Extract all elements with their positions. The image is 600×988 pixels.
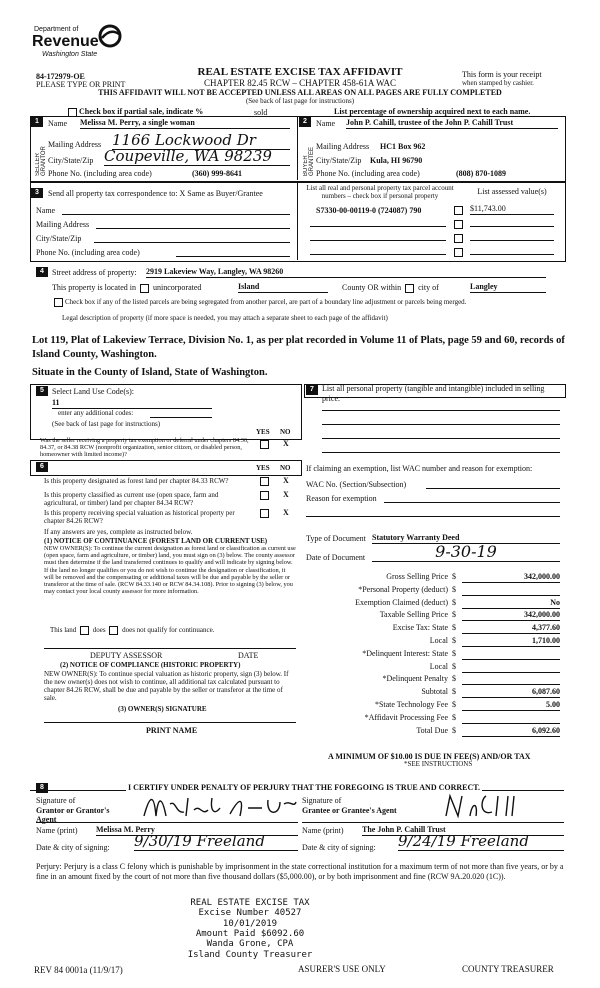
legal-description: Lot 119, Plat of Lakeview Terrace, Division No. 1, as per plat recorded in Volume 11 of Plats, page 59 and 60, records of Island County, Washington.	[32, 335, 565, 360]
grantor-sig-label	[36, 796, 116, 825]
continuance-title: (1) NOTICE OF CONTINUANCE (FOREST LAND OR CURRENT USE)	[44, 537, 268, 545]
tax-row-value: 342,000.00	[462, 572, 560, 583]
additional-codes-label: enter any additional codes:	[58, 409, 134, 417]
continuance-text: NEW OWNER(S): To continue the current designation as forest land or classification as current use (open space, farm and agriculture, or timber) land, you must sign on (3) below. The county assessor must then determine if the land transferred continues to qualify and will indicate by signing below. If the land no longer qualifies or you do not wish to continue the designation or classification, it will be removed and the compensating or additional taxes will be due and payable by the seller or transferor at the time of sale. (RCW 84.33.140 or RCW 84.34.108). Prior to signing (3) below, you may contact your local county assessor for more information.	[44, 545, 296, 596]
corr-city-label: City/State/Zip	[36, 234, 82, 243]
print-name-label: PRINT NAME	[146, 726, 198, 735]
this-land-row	[50, 626, 214, 635]
seller-city-label: City/State/Zip	[48, 156, 94, 165]
doc-date: 9-30-19	[372, 542, 560, 562]
stamp-line6: Island County Treasurer	[187, 949, 313, 960]
s5-no: NO	[280, 428, 291, 436]
historic-answer: X	[283, 508, 289, 517]
tax-row-label: *Delinquent Interest: State	[362, 648, 448, 658]
grantor-date-city: 9/30/19 Freeland	[134, 832, 298, 851]
seller-addr-label: Mailing Address	[48, 140, 102, 149]
dor-logo	[32, 22, 122, 64]
buyer-name: John P. Cahill, trustee of the John P. Cahill Trust	[346, 118, 558, 129]
rev-form-number: REV 84 0001a (11/9/17)	[34, 965, 123, 975]
tax-row-value: 342,000.00	[462, 610, 560, 621]
forest-answer: X	[283, 476, 289, 485]
located-label: This property is located in	[52, 283, 136, 292]
section-2-badge: 2	[299, 117, 311, 127]
personal-property-label: List all personal property (tangible and intangible) included in selling price.	[322, 384, 545, 403]
tax-row-currency: $	[452, 623, 456, 633]
pct-label: List percentage of ownership acquired next to each name.	[334, 107, 531, 116]
within-label: within	[380, 283, 402, 292]
grantor-signature	[140, 790, 300, 824]
forest-yes-checkbox[interactable]	[260, 477, 269, 486]
grantor-date-label: Date & city of signing:	[36, 843, 110, 852]
tax-row-currency: $	[452, 661, 456, 671]
personal-property-checkbox-2[interactable]	[454, 220, 463, 229]
seller-addr: 1166 Lockwood Dr	[112, 131, 290, 150]
grantee-sig-label-1: Signature of	[302, 796, 342, 805]
tax-row-currency: $	[452, 674, 456, 684]
stamp-line1: REAL ESTATE EXCISE TAX	[190, 898, 310, 908]
segregation-label: Check box if any of the listed parcels are being segregated from another parcel, are part of a boundary line adjustment or parcels being merged.	[65, 298, 467, 307]
county-or-row	[342, 283, 439, 293]
grantor-sig-label-2: Grantor or Grantor's Agent	[36, 805, 110, 825]
segregation-row	[52, 298, 562, 307]
grantee-date-city: 9/24/19 Freeland	[398, 832, 564, 851]
doc-date-label: Date of Document	[306, 553, 366, 562]
s6-no: NO	[280, 464, 291, 472]
wac-label: WAC No. (Section/Subsection)	[306, 480, 407, 489]
grantor-sig-label-1: Signature of	[36, 796, 76, 805]
grantee-signature	[440, 790, 530, 822]
within-city-checkbox[interactable]	[405, 284, 414, 293]
receipt-note2: when stamped by cashier.	[462, 79, 534, 87]
stamp-line2: Excise Number 40527	[198, 908, 302, 919]
grantor-print-name: Melissa M. Perry	[96, 825, 298, 836]
historic-text: NEW OWNER(S): To continue special valuation as historic property, sign (3) below. If the new owner(s) does not wish to continue, all additional tax calculated pursuant to chapter 84.26 RCW, shall be due and payable by the seller or transferor at the time of sale.	[44, 670, 289, 703]
sold-label: sold	[254, 108, 268, 117]
property-city: Langley	[470, 282, 546, 293]
county-name: Island	[238, 282, 328, 293]
logo-line3: Washington State	[42, 51, 98, 58]
receipt-note1: This form is your receipt	[462, 70, 542, 79]
form-id: 84-172979-OE	[36, 72, 85, 81]
current-use-question: Is this property classified as current use (open space, farm and agricultural, or timber) land per chapter 84.34 RCW?	[44, 491, 219, 508]
tax-row-value	[462, 713, 560, 724]
see-instructions: *SEE INSTRUCTIONS	[404, 760, 473, 768]
tax-row-label: *State Technology Fee	[374, 700, 448, 709]
s5-yes: YES	[256, 428, 270, 436]
legal-desc-label: Legal description of property (if more space is needed, you may attach a separate sheet to each page of the affidavit)	[62, 314, 388, 322]
county-treasurer-label: COUNTY TREASURER	[462, 964, 554, 974]
parcel-header	[300, 184, 460, 200]
city-of-label: city of	[418, 283, 439, 292]
seller-city: Coupeville, WA 98239	[104, 147, 290, 166]
buyer-addr-label: Mailing Address	[316, 142, 370, 151]
owner-signature-label: (3) OWNER(S) SIGNATURE	[118, 705, 207, 713]
tax-row-label: Gross Selling Price	[386, 572, 448, 581]
tax-row-currency: $	[452, 636, 456, 645]
seller-phone: (360) 999-8641	[192, 169, 242, 178]
form-warning: THIS AFFIDAVIT WILL NOT BE ACCEPTED UNLESS ALL AREAS ON ALL PAGES ARE FULLY COMPLETED	[98, 88, 502, 97]
does-not-checkbox[interactable]	[109, 626, 118, 635]
tax-row-currency: $	[452, 597, 456, 607]
parcel-number: S7330-00-00119-0 (724087) 790	[316, 206, 422, 215]
form-chapter: CHAPTER 82.45 RCW – CHAPTER 458-61A WAC	[204, 78, 396, 88]
minimum-due: A MINIMUM OF $10.00 IS DUE IN FEE(S) AND/OR TAX	[328, 752, 531, 761]
certify-statement: I CERTIFY UNDER PENALTY OF PERJURY THAT THE FOREGOING IS TRUE AND CORRECT.	[128, 783, 481, 792]
s6-yes: YES	[256, 464, 270, 472]
correspondence-label: Send all property tax correspondence to: X Same as Buyer/Grantee	[48, 189, 263, 198]
buyer-city: Kula, HI 96790	[370, 156, 423, 165]
land-use-see-back: (See back of last page for instructions)	[52, 420, 161, 428]
grantee-date-label: Date & city of signing:	[302, 843, 376, 852]
county-or-label: County OR	[342, 283, 379, 292]
tax-row-currency: $	[452, 610, 456, 620]
tax-row-value: 6,087.60	[462, 687, 560, 698]
claim-exemption-label: If claiming an exemption, list WAC number and reason for exemption:	[306, 464, 533, 473]
forest-question: Is this property designated as forest land per chapter 84.33 RCW?	[44, 477, 229, 485]
seller-name-label: Name	[48, 119, 68, 128]
section-1-badge: 1	[31, 117, 43, 127]
stamp-line4: Amount Paid $6092.60	[195, 929, 305, 940]
tax-row-label: *Delinquent Penalty	[382, 674, 448, 684]
tax-row-label: Local	[429, 661, 448, 671]
tax-row-value	[462, 649, 560, 660]
current-use-answer: X	[283, 490, 289, 499]
buyer-city-label: City/State/Zip	[316, 156, 362, 165]
street-label: Street address of property:	[52, 268, 137, 277]
personal-property-checkbox-4[interactable]	[454, 248, 463, 257]
assessed-header: List assessed value(s)	[477, 187, 547, 196]
tax-row-currency: $	[452, 725, 456, 735]
tax-row-label: *Affidavit Processing Fee	[364, 712, 448, 722]
stamp-line3: 10/01/2019	[222, 918, 278, 929]
assessed-value: $11,743.00	[470, 204, 554, 215]
exemption-answer: X	[283, 439, 289, 448]
tax-row-label: Exemption Claimed (deduct)	[355, 597, 448, 607]
corr-phone-label: Phone No. (including area code)	[36, 248, 140, 257]
tax-row-label: Total Due	[416, 725, 448, 735]
current-use-yes-checkbox[interactable]	[260, 491, 269, 500]
buyer-side-label: BUYER GRANTEE	[303, 146, 315, 176]
section-5-badge: 5	[36, 386, 48, 396]
tax-row-value: 4,377.60	[462, 623, 560, 634]
tax-row-currency: $	[452, 572, 456, 581]
buyer-name-label: Name	[316, 119, 336, 128]
tax-row-label: Taxable Selling Price	[379, 610, 448, 620]
does-checkbox[interactable]	[80, 626, 89, 635]
situate-line: Situate in the County of Island, State of Washington.	[32, 367, 268, 378]
tax-row-value: 1,710.00	[462, 636, 560, 647]
section-4-badge: 4	[36, 267, 48, 277]
historic-question: Is this property receiving special valuation as historical property per chapter 84.26 RCW?	[44, 509, 235, 526]
tax-row-currency: $	[452, 700, 456, 709]
perjury-statement: Perjury: Perjury is a class C felony which is punishable by imprisonment in the state correctional institution for a maximum term of not more than five years, or by a fine in an amount fixed by the court of not more than five thousand dollars ($5,000.00), or by both imprisonment and fine (RCW 9A.20.020 (1C)).	[36, 862, 564, 881]
reason-label: Reason for exemption	[306, 494, 377, 503]
unincorporated-label: unincorporated	[152, 283, 202, 292]
buyer-addr: HC1 Box 962	[380, 142, 426, 151]
tax-row-label: Local	[429, 636, 448, 645]
tax-row-value: No	[462, 598, 560, 609]
tax-row-currency: $	[452, 687, 456, 697]
unincorporated-checkbox[interactable]	[140, 284, 149, 293]
exemption-yes-checkbox[interactable]	[260, 440, 269, 449]
exemption-question: Was the seller receiving a property tax exemption or deferral under chapters 84.36, 84.37, or 84.38 RCW (nonprofit organization, senior citizen, or disabled person, homeowner with limited income)?	[40, 437, 249, 459]
does-not-label: does not qualify for continuance.	[122, 626, 215, 635]
assessor-date-label: DATE	[238, 651, 259, 660]
partial-sale-label: Check box if partial sale, indicate %	[79, 107, 204, 116]
corr-addr-label: Mailing Address	[36, 220, 90, 229]
tax-row-value	[462, 585, 560, 596]
seller-side-label: SELLER GRANTOR	[35, 146, 47, 176]
stamp-line5: Wanda Grone, CPA	[206, 939, 294, 950]
street-address: 2919 Lakeview Way, Langley, WA 98260	[146, 267, 546, 278]
logo-line1: Department of	[34, 26, 79, 33]
buyer-phone: (808) 870-1089	[456, 169, 506, 178]
land-use-code: 11	[52, 398, 212, 409]
tax-row-currency: $	[452, 712, 456, 722]
parcel-header-line1: List all real and personal property tax parcel account	[306, 184, 454, 192]
grantee-name-label: Name (print)	[302, 826, 344, 835]
seller-name: Melissa M. Perry, a single woman	[80, 118, 290, 129]
this-land-label: This land	[50, 626, 77, 635]
doc-type-label: Type of Document	[306, 534, 366, 543]
buyer-phone-label: Phone No. (including area code)	[316, 169, 420, 178]
treasurer-stamp	[160, 898, 340, 960]
tax-row-value: 5.00	[462, 700, 560, 711]
doc-type: Statutory Warranty Deed	[372, 533, 560, 544]
logo-line2: Revenue	[32, 33, 99, 50]
section-3-badge: 3	[31, 188, 43, 198]
tax-row-value	[462, 662, 560, 673]
historic-title: (2) NOTICE OF COMPLIANCE (HISTORIC PROPERTY)	[60, 661, 241, 669]
grantee-sig-label	[302, 796, 412, 815]
tax-row-label: Excise Tax: State	[392, 623, 448, 633]
dor-swoosh-icon	[98, 24, 122, 48]
parcel-header-line2: numbers – check box if personal property	[321, 192, 439, 201]
deputy-assessor-label: DEPUTY ASSESSOR	[90, 651, 163, 660]
section-7-badge: 7	[306, 385, 318, 395]
corr-name-label: Name	[36, 206, 56, 215]
type-print: PLEASE TYPE OR PRINT	[36, 80, 126, 89]
located-row	[52, 283, 201, 293]
form-title: REAL ESTATE EXCISE TAX AFFIDAVIT	[197, 66, 403, 78]
tax-row-label: *Personal Property (deduct)	[358, 584, 448, 594]
tax-row-label: Subtotal	[421, 687, 448, 697]
tax-row-value	[462, 674, 560, 685]
grantee-sig-label-2: Grantee or Grantee's Agent	[302, 805, 397, 815]
tax-row-value: 6,092.60	[462, 726, 560, 737]
if-any-yes: If any answers are yes, complete as instructed below.	[44, 528, 193, 536]
treasurer-use-only: ASURER'S USE ONLY	[298, 964, 386, 974]
seller-phone-label: Phone No. (including area code)	[48, 169, 152, 178]
grantee-print-name: The John P. Cahill Trust	[362, 825, 564, 836]
tax-row-currency: $	[452, 584, 456, 594]
land-use-label: Select Land Use Code(s):	[52, 387, 134, 396]
personal-property-checkbox-1[interactable]	[454, 206, 463, 215]
section-6-badge: 6	[36, 462, 48, 472]
section-8-badge: 8	[36, 783, 48, 793]
form-see-back: (See back of last page for instructions)	[245, 97, 355, 105]
personal-property-checkbox-3[interactable]	[454, 234, 463, 243]
does-label: does	[92, 626, 106, 635]
segregation-checkbox[interactable]	[54, 298, 63, 307]
tax-row-currency: $	[452, 648, 456, 658]
grantor-name-label: Name (print)	[36, 826, 78, 835]
historic-yes-checkbox[interactable]	[260, 509, 269, 518]
